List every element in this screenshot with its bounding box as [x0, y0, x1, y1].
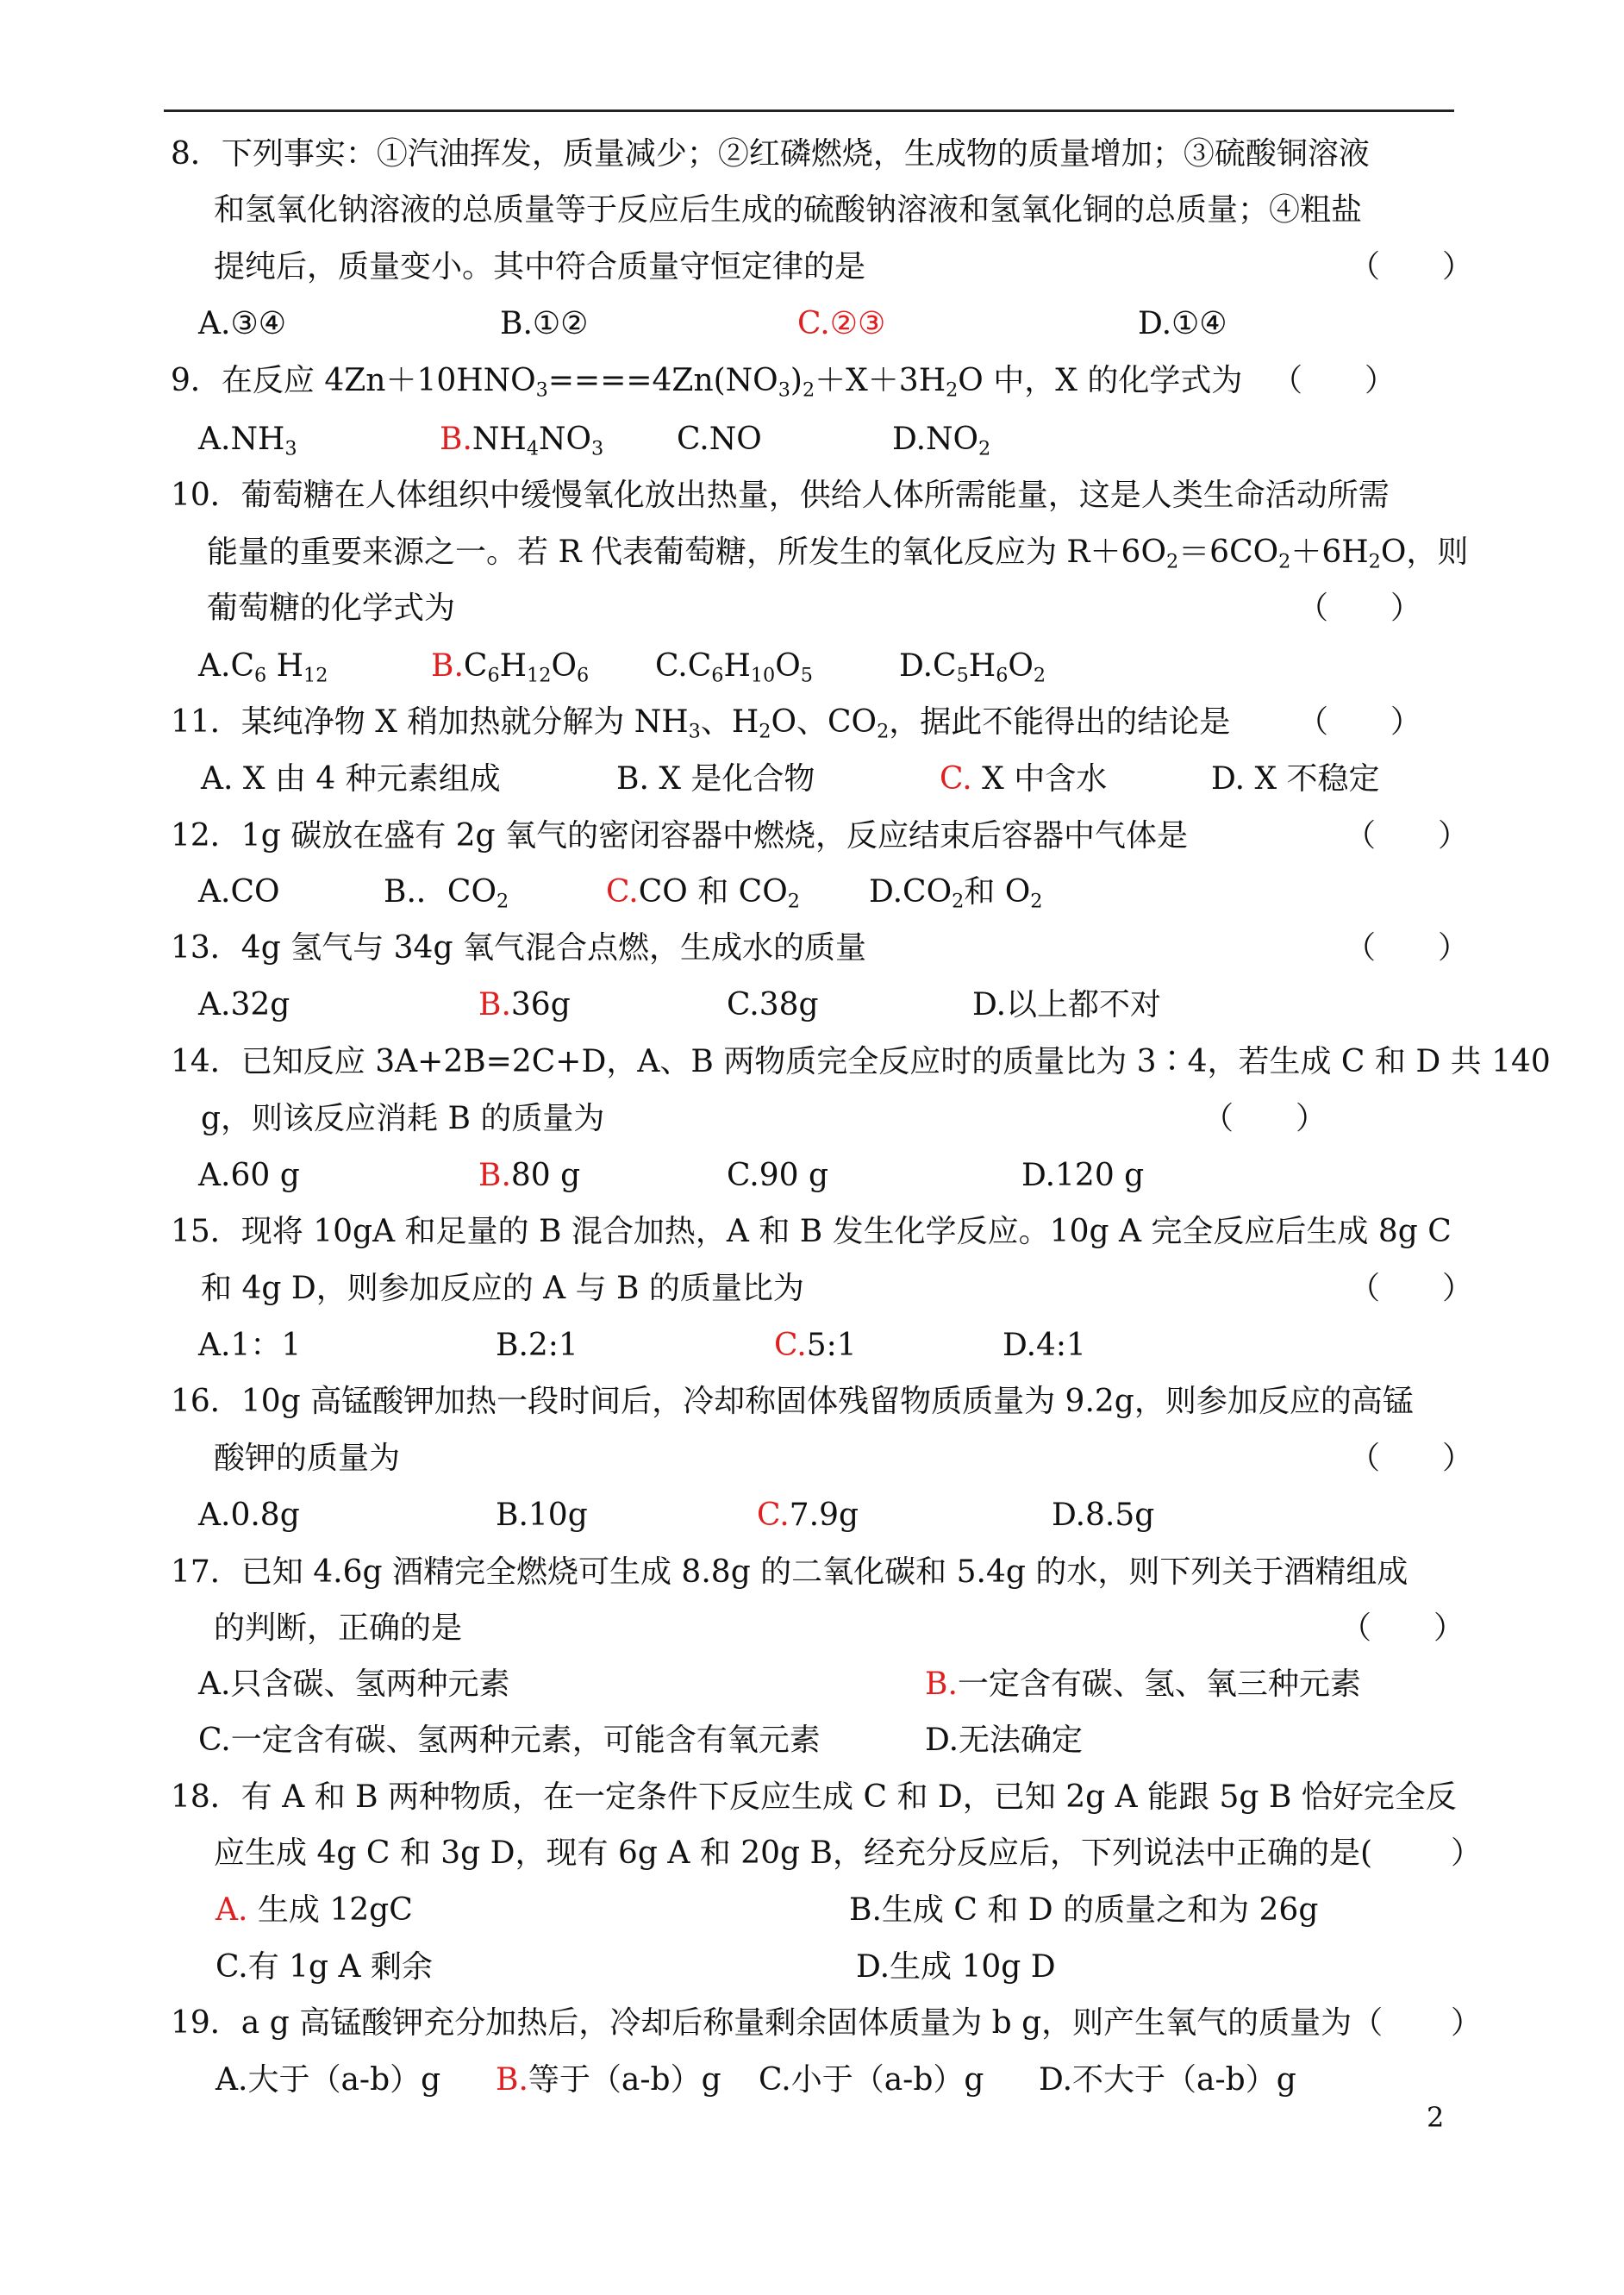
q13-option-b-answer: B.36g [478, 987, 571, 1022]
q17-text: 17．已知 4.6g 酒精完全燃烧可生成 8.8g 的二氧化碳和 5.4g 的水，则下列关于酒精组成 [171, 1554, 1409, 1590]
q15-option-b: B.2:1 [496, 1328, 578, 1363]
q11-option-c-answer: C. X 中含水 [940, 761, 1108, 797]
q14-option-d: D.120 g [1021, 1158, 1145, 1193]
q16-option-b: B.10g [496, 1498, 588, 1533]
q11-option-a: A. X 由 4 种元素组成 [201, 761, 501, 797]
q8-option-b: B.①② [500, 306, 589, 341]
q13-option-d: D.以上都不对 [972, 987, 1162, 1022]
q12-option-a: A.CO [198, 874, 280, 910]
q18-text: 应生成 4g C 和 3g D，现有 6g A 和 20g B，经充分反应后，下列说法中正确的是( [214, 1835, 1373, 1871]
q16-text: 酸钾的质量为 [214, 1441, 401, 1476]
q18-option-b: B.生成 C 和 D 的质量之和为 26g [849, 1892, 1319, 1928]
q15-text: 15．现将 10gA 和足量的 B 混合加热，A 和 B 发生化学反应。10g A 完全反应后生成 8g C [171, 1214, 1452, 1249]
q8-option-a: A.③④ [198, 306, 286, 341]
page-number: 2 [1427, 2101, 1445, 2134]
q8-option-d: D.①④ [1138, 306, 1227, 341]
q12-text: 12．1g 碳放在盛有 2g 氧气的密闭容器中燃烧，反应结束后容器中气体是 [171, 818, 1189, 854]
q14-answer-bracket: （ ） [1202, 1101, 1327, 1136]
q13-answer-bracket: （ ） [1345, 930, 1470, 966]
q19-text: 19．a g 高锰酸钾充分加热后，冷却后称量剩余固体质量为 b g，则产生氧气的质量为（ [171, 2005, 1384, 2041]
header-rule [164, 109, 1454, 112]
q10-answer-bracket: （ ） [1297, 591, 1422, 626]
q9-option-d: $D.NO_2$ [892, 422, 991, 460]
q12-option-c-answer: C.CO 和 $CO_2$ [606, 874, 800, 913]
q10-text: 10．葡萄糖在人体组织中缓慢氧化放出热量，供给人体所需能量，这是人类生命活动所需 [171, 478, 1390, 513]
q9-option-a: $A.NH_3$ [198, 422, 297, 460]
q9-text: 9．在反应 $4Zn+10HNO_3====4Zn(NO_3)_2+X+3H_2O$ 中，X 的化学式为 [171, 363, 1243, 402]
q18-bracket-close: ） [1451, 1835, 1483, 1871]
q10-option-d: $D.C_5H_6O_2$ [899, 648, 1046, 687]
q9-option-c: C.NO [677, 422, 762, 457]
q9-answer-bracket: （ ） [1271, 363, 1396, 398]
q19-option-a: A.大于（a-b）g [215, 2062, 441, 2098]
q17-option-d: D.无法确定 [925, 1723, 1084, 1758]
q18-option-d: D.生成 10g D [856, 1949, 1056, 1985]
q11-answer-bracket: （ ） [1297, 704, 1422, 740]
q18-option-a-answer: A. 生成 12gC [215, 1892, 413, 1928]
q17-option-b-answer: B.一定含有碳、氢、氧三种元素 [925, 1667, 1361, 1702]
q12-option-b: B.．$CO_2$ [384, 874, 509, 913]
q16-option-d: D.8.5g [1052, 1498, 1155, 1533]
q13-option-a: A.32g [198, 987, 290, 1022]
q19-bracket-close: ） [1451, 2005, 1483, 2041]
q16-option-a: A.0.8g [198, 1498, 300, 1533]
q19-option-c: C.小于（a-b）g [759, 2062, 984, 2098]
q14-text: g，则该反应消耗 B 的质量为 [201, 1101, 605, 1136]
q17-option-c: C.一定含有碳、氢两种元素，可能含有氧元素 [198, 1723, 821, 1758]
q15-text: 和 4g D，则参加反应的 A 与 B 的质量比为 [201, 1271, 804, 1306]
q10-option-a: $A.C_6$ $H_{12}$ [198, 648, 328, 687]
q8-option-c-answer: C.②③ [797, 306, 886, 341]
q11-option-b: B. X 是化合物 [616, 761, 815, 797]
q10-option-c: $C.C_6H_{10}O_5$ [655, 648, 813, 687]
q12-option-d: $D.CO_2$和 $O_2$ [869, 874, 1043, 913]
q18-option-c: C.有 1g A 剩余 [215, 1949, 433, 1985]
q19-option-b-answer: B.等于（a-b）g [496, 2062, 721, 2098]
q14-option-b-answer: B.80 g [478, 1158, 581, 1193]
q8-text: 提纯后，质量变小。其中符合质量守恒定律的是 [214, 249, 866, 285]
q15-answer-bracket: （ ） [1349, 1271, 1474, 1306]
q16-option-c-answer: C.7.9g [757, 1498, 859, 1533]
q17-text: 的判断，正确的是 [214, 1610, 463, 1646]
q18-text: 18．有 A 和 B 两种物质，在一定条件下反应生成 C 和 D，已知 2g A 能跟 5g B 恰好完全反 [171, 1779, 1457, 1815]
q8-answer-bracket: （ ） [1349, 249, 1474, 285]
q9-option-b-answer: $B.NH_4NO_3$ [440, 422, 604, 460]
q8-text: 8．下列事实：①汽油挥发，质量减少；②红磷燃烧，生成物的质量增加；③硫酸铜溶液 [171, 136, 1370, 172]
q16-answer-bracket: （ ） [1349, 1441, 1474, 1476]
q14-option-a: A.60 g [198, 1158, 300, 1193]
q17-answer-bracket: （ ） [1340, 1610, 1465, 1646]
q11-option-d: D. X 不稳定 [1211, 761, 1380, 797]
q10-text: 能量的重要来源之一。若 R 代表葡萄糖，所发生的氧化反应为 $R+6O_2=6CO_2+6H_2O$，则 [207, 535, 1469, 573]
q15-option-a: A.1：1 [198, 1328, 302, 1363]
q14-text: 14．已知反应 3A+2B=2C+D，A、B 两物质完全反应时的质量比为 3∶4，若生成 C 和 D 共 140 [171, 1044, 1551, 1079]
q11-text: 11．某纯净物 X 稍加热就分解为 $NH_3$、$H_2O$、$CO_2$，据此不能得出的结论是 [171, 704, 1231, 743]
q14-option-c: C.90 g [727, 1158, 829, 1193]
q12-answer-bracket: （ ） [1345, 818, 1470, 854]
q13-option-c: C.38g [727, 987, 819, 1022]
q17-option-a: A.只含碳、氢两种元素 [198, 1667, 510, 1702]
q19-option-d: D.不大于（a-b）g [1039, 2062, 1296, 2098]
q10-option-b-answer: $B.C_6H_{12}O_6$ [431, 648, 590, 687]
q8-text: 和氢氧化钠溶液的总质量等于反应后生成的硫酸钠溶液和氢氧化铜的总质量；④粗盐 [214, 192, 1363, 228]
q10-text: 葡萄糖的化学式为 [207, 591, 456, 626]
q16-text: 16．10g 高锰酸钾加热一段时间后，冷却称固体残留物质质量为 9.2g，则参加反应的高锰 [171, 1384, 1414, 1419]
q13-text: 13．4g 氢气与 34g 氧气混合点燃，生成水的质量 [171, 930, 866, 966]
q15-option-c-answer: C.5:1 [774, 1328, 857, 1363]
q15-option-d: D.4:1 [1003, 1328, 1086, 1363]
